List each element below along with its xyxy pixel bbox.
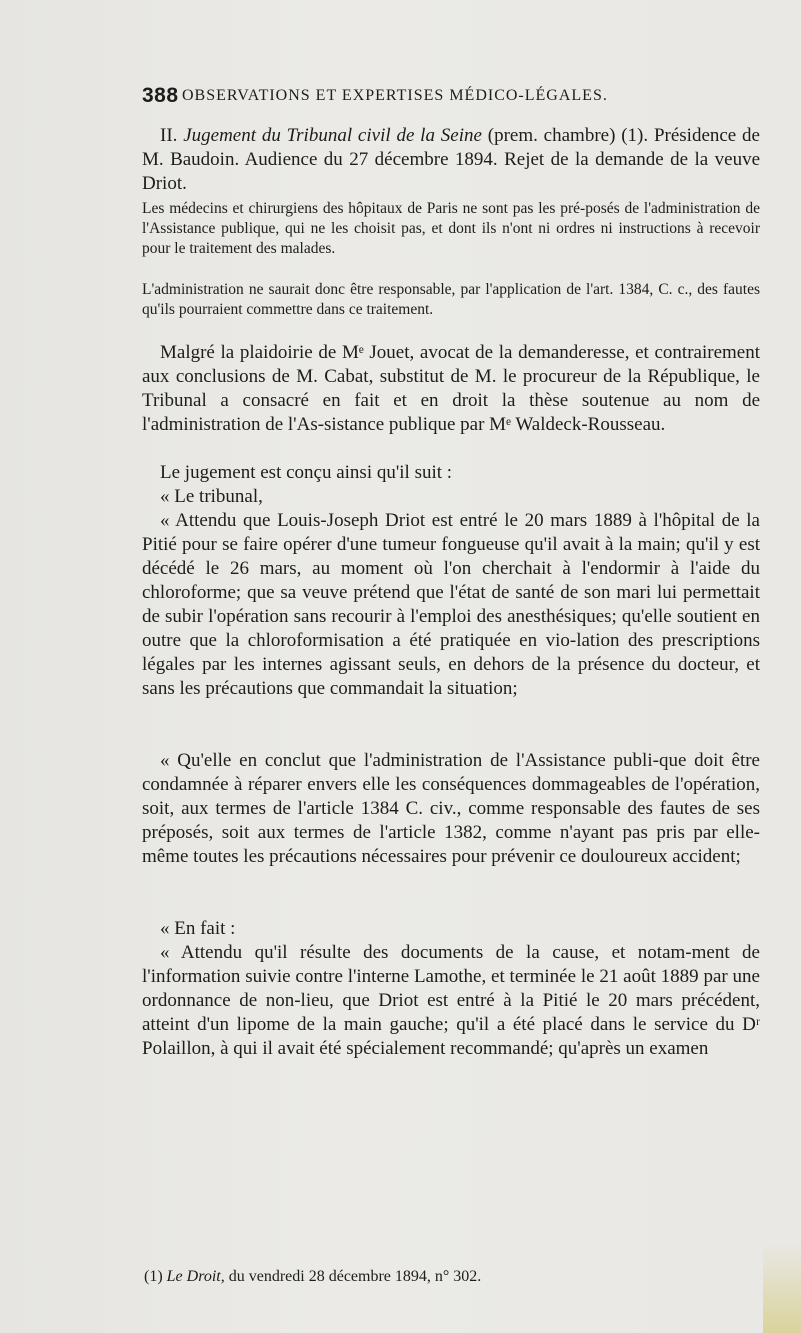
paragraph-conclusion: « Qu'elle en conclut que l'administration de l'Assistance publi-que doit être condamnée à réparer envers elle les conséquences dommageables de l'opération, soit, aux termes de l'article 1384 C. civ., comme responsable des fautes de ses préposés, soit aux termes de l'article 1382, comme n'ayant pas pris par elle-même toutes les précautions nécessaires pour prévenir ce douloureux accident; xyxy=(142,750,760,867)
paragraph-pleading: Malgré la plaidoirie de Mᵉ Jouet, avocat de la demanderesse, et contrairement aux conclusions de M. Cabat, substitut de M. le procureur de la République, le Tribunal a consacré en fait et en droit la thèse soutenue au nom de l'administration de l'As-sistance publique par Mᵉ Waldeck-Rousseau. xyxy=(142,342,760,435)
section-heading xyxy=(142,124,760,196)
section-heading-details: (prem. chambre) (1). Présidence de M. Baudoin. Audience du 27 décembre 1894. Rejet de la demande de la veuve Driot. xyxy=(142,125,760,194)
page-edge-stain xyxy=(763,1243,801,1333)
footnote-details: du vendredi 28 décembre 1894, n° 302. xyxy=(224,1268,482,1285)
section-heading-court: Jugement du Tribunal civil de la Seine xyxy=(183,125,482,146)
paragraph-attendu-1: « Attendu que Louis-Joseph Driot est entré le 20 mars 1889 à l'hôpital de la Pitié pour se faire opérer d'une tumeur fongueuse qu'il avait à la main; qu'il y est décédé le 26 mars, au moment où l'on cherchait à l'endormir à l'aide du chloroforme; que sa veuve prétend que l'état de santé de son mari lui permettait de subir l'opération sans recourir à l'emploi des anesthésiques; qu'elle soutient en outre que la chloroformisation a été pratiquée en vio-lation des prescriptions légales par les internes agissant seuls, en dehors de la présence du docteur, et sans les précautions que commandait la situation; xyxy=(142,510,760,699)
summary-paragraph-1: Les médecins et chirurgiens des hôpitaux de Paris ne sont pas les pré-posés de l'administration de l'Assistance publique, qui ne les choisit pas, et dont ils n'ont ni ordres ni instructions à recevoir pour le traitement des malades. xyxy=(142,200,760,257)
section-heading-prefix: II. xyxy=(160,125,184,146)
page-number: 388 xyxy=(142,84,179,107)
paragraph-attendu-2: « Attendu qu'il résulte des documents de la cause, et notam-ment de l'information suivie contre l'interne Lamothe, et terminée le 21 août 1889 par une ordonnance de non-lieu, que Driot est entré à la Pitié le 20 mars précédent, atteint d'un lipome de la main gauche; qu'il a été placé dans le service du Dʳ Polaillon, à qui il avait été spécialement recommandé; qu'après un examen xyxy=(142,942,760,1059)
footnote xyxy=(144,1267,744,1287)
paragraph-en-fait: « En fait : xyxy=(160,918,236,939)
footnote-source: Le Droit, xyxy=(166,1268,225,1285)
running-head: OBSERVATIONS ET EXPERTISES MÉDICO-LÉGALES. xyxy=(182,87,608,104)
paragraph-tribunal: « Le tribunal, xyxy=(160,486,263,507)
page-header xyxy=(142,84,762,108)
summary-paragraph-2: L'administration ne saurait donc être responsable, par l'application de l'art. 1384, C. c., des fautes qu'ils pourraient commettre dans ce traitement. xyxy=(142,281,760,318)
footnote-prefix: (1) xyxy=(144,1268,167,1285)
paragraph-judgment-intro: Le jugement est conçu ainsi qu'il suit : xyxy=(160,462,453,483)
